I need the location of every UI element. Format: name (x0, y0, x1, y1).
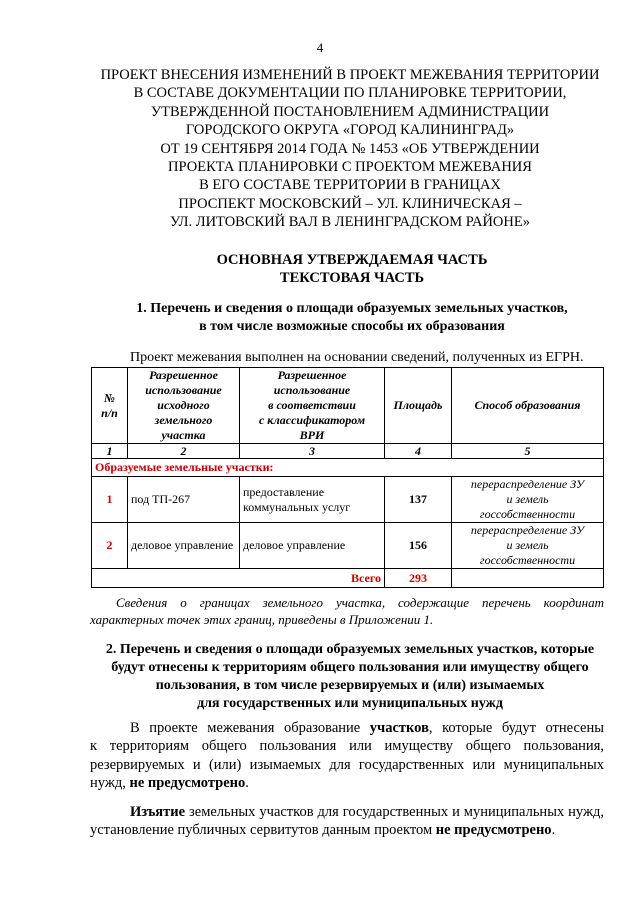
section-2-title-line: будут отнесены к территориям общего пользования или имуществу общего (111, 660, 589, 675)
group-row (92, 459, 604, 477)
column-number: 4 (385, 444, 452, 459)
total-row (92, 569, 604, 588)
total-label: Всего (92, 569, 385, 588)
column-number: 3 (240, 444, 385, 459)
land-plots-table (91, 367, 604, 588)
row-method: перераспределение ЗУ и земель госсобственности (452, 477, 604, 523)
header-line: ПРОЕКТА ПЛАНИРОВКИ С ПРОЕКТОМ МЕЖЕВАНИЯ (168, 159, 532, 176)
paragraph-line: к территориям общего пользования или имуществу общего пользования, (90, 738, 604, 755)
section-1-title (62, 300, 640, 336)
row-index: 1 (92, 477, 128, 523)
part-title-line: ОСНОВНАЯ УТВЕРЖДАЕМАЯ ЧАСТЬ (216, 252, 488, 268)
section-2-title-line: для государственных или муниципальных нужд (197, 696, 503, 711)
total-value: 293 (385, 569, 452, 588)
row-area: 156 (385, 523, 452, 569)
paragraph-line: нужд, не предусмотрено. (90, 775, 249, 792)
table-row (92, 523, 604, 569)
header-cell-vri-use: Разрешенное использование в соответствии с классификатором ВРИ (240, 368, 385, 444)
row-index: 2 (92, 523, 128, 569)
header-line: В СОСТАВЕ ДОКУМЕНТАЦИИ ПО ПЛАНИРОВКЕ ТЕРРИТОРИИ, (133, 85, 567, 102)
table-intro: Проект межевания выполнен на основании сведений, полученных из ЕГРН. (130, 350, 584, 365)
section-2-title-line: пользования, в том числе резервируемых и (или) изымаемых (155, 678, 545, 693)
header-line: ПРОЕКТ ВНЕСЕНИЯ ИЗМЕНЕНИЙ В ПРОЕКТ МЕЖЕВАНИЯ ТЕРРИТОРИИ (100, 67, 600, 83)
group-label: Образуемые земельные участки: (92, 459, 604, 477)
table-row (92, 477, 604, 523)
header-cell-area: Площадь (385, 368, 452, 444)
section-1-title-line: 1. Перечень и сведения о площади образуемых земельных участков, (136, 301, 568, 316)
column-number-row (92, 444, 604, 459)
document-header (60, 66, 640, 232)
paragraph-withdrawal-not-provided (90, 803, 604, 840)
section-2-title (70, 641, 630, 713)
header-cell-index: № п/п (92, 368, 128, 444)
row-vri-use: предоставление коммунальных услуг (240, 477, 385, 523)
header-cell-source-use: Разрешенное использование исходного земельного участка (128, 368, 240, 444)
page-number: 4 (316, 40, 324, 55)
header-line: УТВЕРЖДЕННОЙ ПОСТАНОВЛЕНИЕМ АДМИНИСТРАЦИИ (150, 103, 550, 120)
row-source-use: под ТП-267 (128, 477, 240, 523)
column-number: 5 (452, 444, 604, 459)
header-cell-method: Способ образования (452, 368, 604, 444)
total-empty-cell (452, 569, 604, 588)
header-line: ОТ 19 СЕНТЯБРЯ 2014 ГОДА № 1453 «ОБ УТВЕРЖДЕНИИ (160, 140, 540, 157)
paragraph-line: В проекте межевания образование участков, которые будут отнесены (130, 720, 604, 736)
table-note-line: Сведения о границах земельного участка, содержащие перечень координат (116, 595, 604, 610)
part-title-line: ТЕКСТОВАЯ ЧАСТЬ (279, 270, 425, 286)
row-vri-use: деловое управление (240, 523, 385, 569)
header-line: В ЕГО СОСТАВЕ ТЕРРИТОРИИ В ГРАНИЦАХ (199, 177, 501, 194)
paragraph-plots-not-provided (90, 719, 604, 793)
column-number: 1 (92, 444, 128, 459)
table-note (90, 594, 604, 628)
paragraph-line: Изъятие земельных участков для государственных и муниципальных нужд, (130, 804, 604, 820)
section-1-title-line: в том числе возможные способы их образования (199, 319, 505, 334)
section-2-title-line: 2. Перечень и сведения о площади образуемых земельных участков, которые (105, 642, 595, 657)
paragraph-line: установление публичных сервитутов данным проектом не предусмотрено. (90, 822, 556, 839)
part-title (62, 251, 640, 287)
row-method: перераспределение ЗУ и земель госсобственности (452, 523, 604, 569)
paragraph-line: резервируемых и (или) изымаемых для государственных или муниципальных (90, 756, 604, 773)
table-header-row (92, 368, 604, 444)
row-source-use: деловое управление (128, 523, 240, 569)
row-area: 137 (385, 477, 452, 523)
header-line: УЛ. ЛИТОВСКИЙ ВАЛ В ЛЕНИНГРАДСКОМ РАЙОНЕ» (170, 214, 530, 231)
header-line: ГОРОДСКОГО ОКРУГА «ГОРОД КАЛИНИНГРАД» (185, 122, 515, 139)
table-note-line: характерных точек этих границ, приведены в Приложении 1. (90, 612, 434, 627)
column-number: 2 (128, 444, 240, 459)
header-line: ПРОСПЕКТ МОСКОВСКИЙ – УЛ. КЛИНИЧЕСКАЯ – (178, 195, 522, 212)
